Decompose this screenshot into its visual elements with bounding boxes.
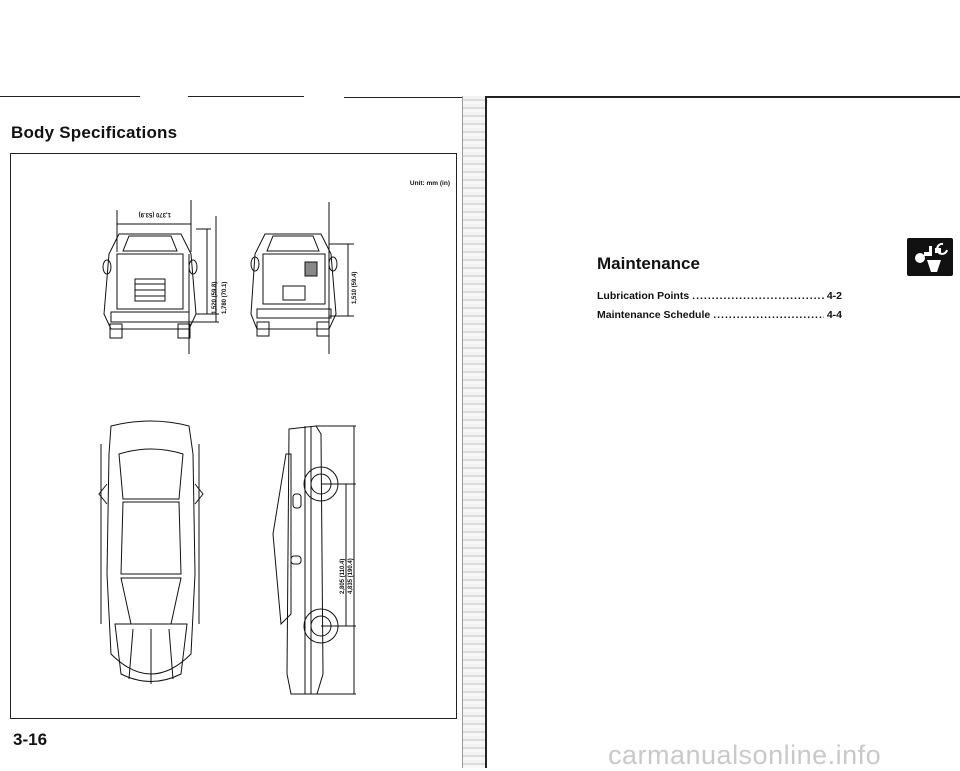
dim-rear-tread: 1,510 (59.4) <box>352 271 358 304</box>
header-rule-1 <box>0 96 140 97</box>
header-rule-right <box>484 96 960 98</box>
drawing-frame <box>10 153 457 719</box>
dim-overall-width: 1,370 (53.9) <box>138 211 171 217</box>
dim-wheelbase: 2,805 (110.4) <box>340 558 346 594</box>
rear-view-car-icon <box>251 202 354 354</box>
header-rule-2 <box>188 96 304 97</box>
top-view-car-icon <box>99 421 203 684</box>
front-view-car-icon <box>103 200 219 354</box>
toc-page: 4-2 <box>826 290 842 302</box>
page-title: Body Specifications <box>11 123 178 142</box>
side-view-car-icon <box>273 414 356 694</box>
toc-item-lubrication[interactable] <box>597 290 842 309</box>
toc-item-maintenance-schedule[interactable] <box>597 309 842 328</box>
unit-label: Unit: mm (in) <box>409 180 450 187</box>
page-number: 3-16 <box>13 730 48 749</box>
toc-label: Maintenance Schedule <box>597 309 711 321</box>
body-dimension-drawing <box>11 154 458 720</box>
dim-overall-length: 4,835 (190.4) <box>348 558 354 594</box>
section-title: Maintenance <box>597 254 700 273</box>
toc-leader <box>713 309 824 321</box>
table-of-contents <box>597 290 842 328</box>
watermark: carmanualsonline.info <box>608 740 882 770</box>
dim-front-tread: 1,520 (59.8) <box>212 281 218 314</box>
toc-label: Lubrication Points <box>597 290 690 302</box>
wrench-tab-icon <box>907 238 953 276</box>
book-gutter <box>462 96 487 768</box>
toc-page: 4-4 <box>826 309 842 321</box>
dim-overall-height: 1,780 (70.1) <box>222 281 228 314</box>
header-rule-3 <box>344 97 464 98</box>
toc-leader <box>692 290 824 302</box>
